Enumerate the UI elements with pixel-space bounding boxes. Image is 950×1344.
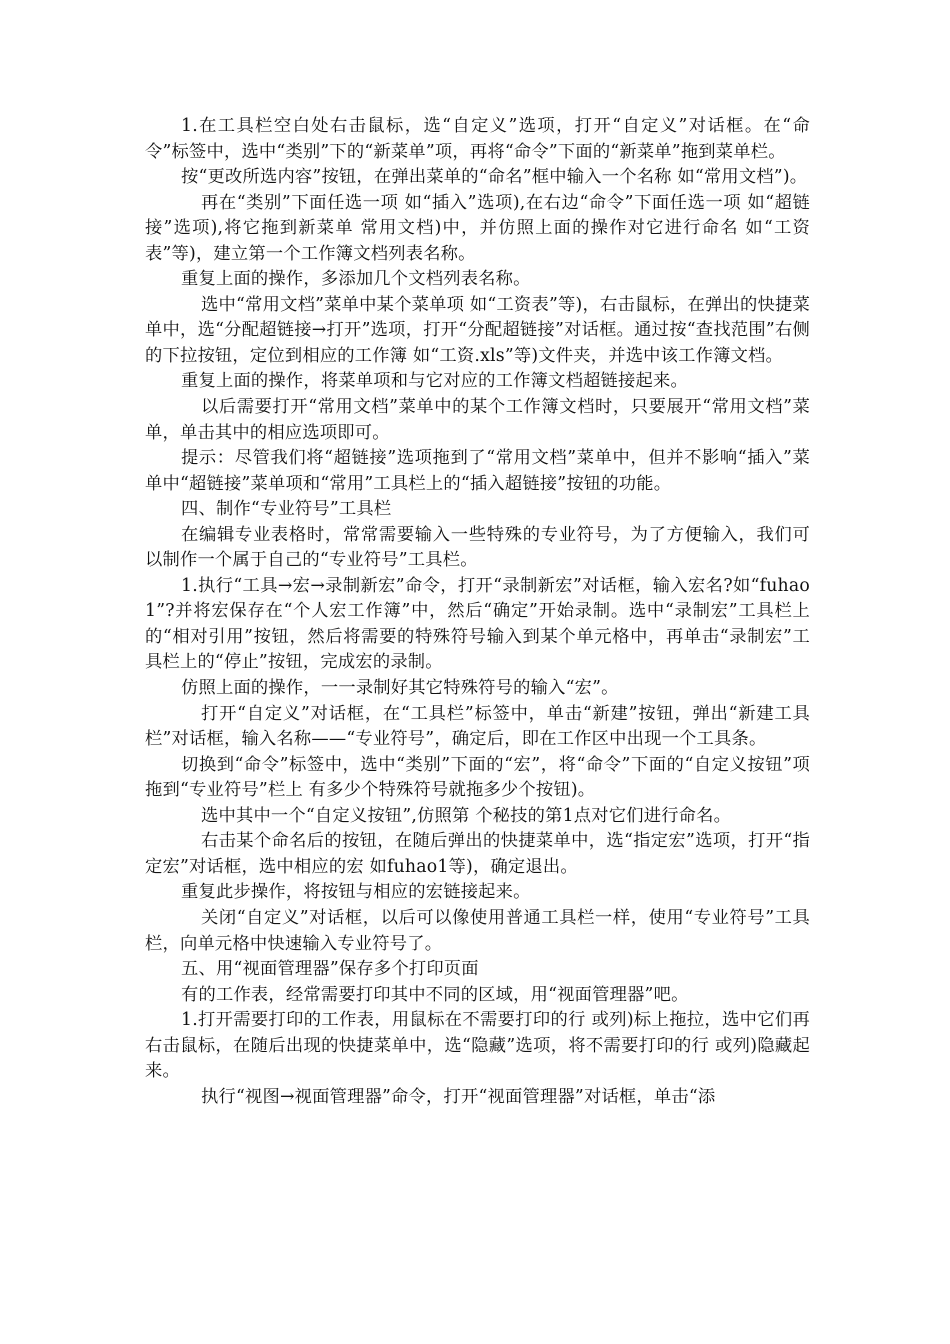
paragraph: 按“更改所选内容”按钮，在弹出菜单的“命名”框中输入一个名称 如“常用文档”)。 xyxy=(181,167,808,188)
paragraph: 再在“类别”下面任选一项 如“插入”选项),在右边“命令”下面任选一项 如“超链接”选项),将它拖到新菜单 常用文档)中，并仿照上面的操作对它进行命名 如“工资表”等)，建立第一个工作簿文档列表名称。 xyxy=(145,192,810,264)
paragraph: 关闭“自定义”对话框，以后可以像使用普通工具栏一样，使用“专业符号”工具栏，向单元格中快速输入专业符号了。 xyxy=(145,907,810,954)
paragraph: 选中其中一个“自定义按钮”,仿照第 个秘技的第1点对它们进行命名。 xyxy=(201,805,732,826)
section-heading: 四、制作“专业符号”工具栏 xyxy=(181,499,392,520)
paragraph: 1.执行“工具→宏→录制新宏”命令，打开“录制新宏”对话框，输入宏名?如“fuhao1”?并将宏保存在“个人宏工作簿”中，然后“确定”开始录制。选中“录制宏”工具栏上的“相对引用”按钮，然后将需要的特殊符号输入到某个单元格中，再单击“录制宏”工具栏上的“停止”按钮，完成宏的录制。 xyxy=(145,575,810,673)
paragraph: 打开“自定义”对话框，在“工具栏”标签中，单击“新建”按钮，弹出“新建工具栏”对话框，输入名称——“专业符号”，确定后，即在工作区中出现一个工具条。 xyxy=(145,703,810,750)
document-body xyxy=(145,114,810,1110)
paragraph: 重复上面的操作，多添加几个文档列表名称。 xyxy=(181,269,531,290)
paragraph: 执行“视图→视面管理器”命令，打开“视面管理器”对话框，单击“添 xyxy=(201,1086,716,1107)
paragraph: 提示：尽管我们将“超链接”选项拖到了“常用文档”菜单中，但并不影响“插入”菜单中“超链接”菜单项和“常用”工具栏上的“插入超链接”按钮的功能。 xyxy=(145,448,810,494)
section-heading: 五、用“视面管理器”保存多个打印页面 xyxy=(181,959,479,980)
paragraph: 右击某个命名后的按钮，在随后弹出的快捷菜单中，选“指定宏”选项，打开“指定宏”对话框，选中相应的宏 如fuhao1等)，确定退出。 xyxy=(145,831,810,877)
paragraph: 重复上面的操作，将菜单项和与它对应的工作簿文档超链接起来。 xyxy=(181,371,688,392)
paragraph: 切换到“命令”标签中，选中“类别”下面的“宏”，将“命令”下面的“自定义按钮”项拖到“专业符号”栏上 有多少个特殊符号就拖多少个按钮)。 xyxy=(145,754,810,801)
paragraph: 重复此步操作，将按钮与相应的宏链接起来。 xyxy=(181,882,531,903)
paragraph: 在编辑专业表格时，常常需要输入一些特殊的专业符号，为了方便输入，我们可以制作一个属于自己的“专业符号”工具栏。 xyxy=(145,524,810,571)
paragraph: 选中“常用文档”菜单中某个菜单项 如“工资表”等)，右击鼠标，在弹出的快捷菜单中，选“分配超链接→打开”选项，打开“分配超链接”对话框。通过按“查找范围”右侧的下拉按钮，定位到相应的工作簿 如“工资.xls”等)文件夹，并选中该工作簿文档。 xyxy=(145,294,810,366)
paragraph: 以后需要打开“常用文档”菜单中的某个工作簿文档时，只要展开“常用文档”菜单，单击其中的相应选项即可。 xyxy=(145,397,810,443)
paragraph: 1.在工具栏空白处右击鼠标，选“自定义”选项，打开“自定义”对话框。在“命令”标签中，选中“类别”下的“新菜单”项，再将“命令”下面的“新菜单”拖到菜单栏。 xyxy=(145,116,810,162)
paragraph: 仿照上面的操作，一一录制好其它特殊符号的输入“宏”。 xyxy=(181,678,619,699)
paragraph: 1.打开需要打印的工作表，用鼠标在不需要打印的行 或列)标上拖拉，选中它们再右击鼠标，在随后出现的快捷菜单中，选“隐藏”选项，将不需要打印的行 或列)隐藏起来。 xyxy=(145,1010,810,1082)
paragraph: 有的工作表，经常需要打印其中不同的区域，用“视面管理器”吧。 xyxy=(181,984,689,1005)
